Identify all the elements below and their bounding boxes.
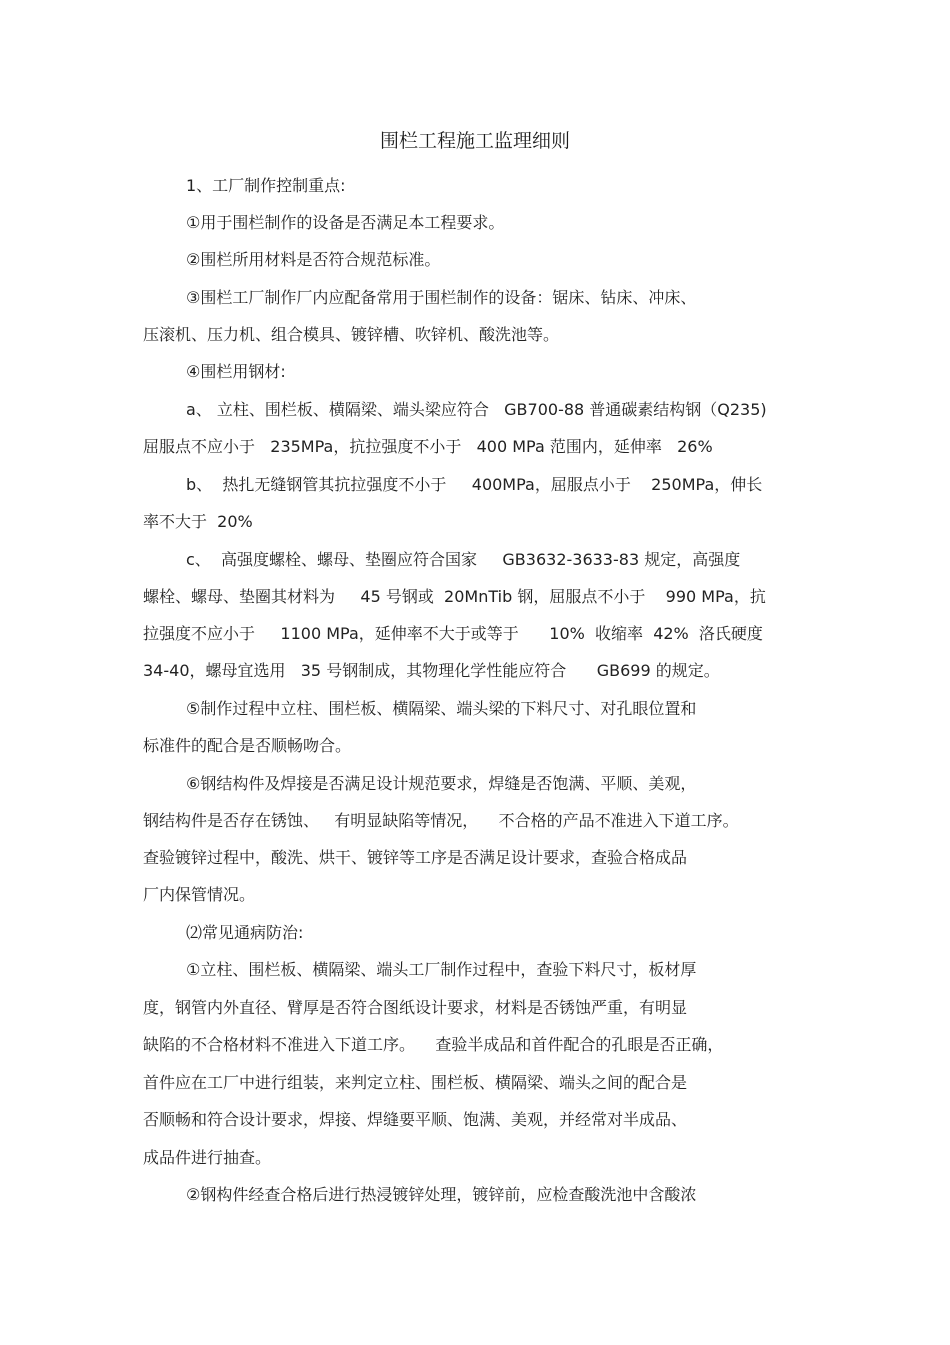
paragraph-line: 首件应在工厂中进行组装，来判定立柱、围栏板、横隔梁、端头之间的配合是 xyxy=(143,1073,688,1092)
paragraph-line: ②围栏所用材料是否符合规范标准。 xyxy=(186,250,441,269)
section-heading: ⑵常见通病防治: xyxy=(186,923,304,942)
paragraph-line: 厂内保管情况。 xyxy=(143,885,256,904)
paragraph-line: 屈服点不应小于 235MPa，抗拉强度不小于 400 MPa 范围内，延伸率 26% xyxy=(143,437,713,456)
paragraph-line: 螺栓、螺母、垫圈其材料为 45 号钢或 20MnTib 钢，屈服点不小于 990 MPa，抗 xyxy=(143,587,766,606)
paragraph-line: 成品件进行抽查。 xyxy=(143,1148,272,1167)
paragraph-line: b、 热扎无缝钢管其抗拉强度不小于 400MPa，屈服点小于 250MPa，伸长 xyxy=(186,475,763,494)
section-heading: 1、工厂制作控制重点: xyxy=(186,176,346,195)
paragraph-line: ③围栏工厂制作厂内应配备常用于围栏制作的设备：锯床、钻床、冲床、 xyxy=(186,288,697,307)
paragraph-line: 率不大于 20% xyxy=(143,512,253,531)
paragraph-line: ⑤制作过程中立柱、围栏板、横隔梁、端头梁的下料尺寸、对孔眼位置和 xyxy=(186,699,697,718)
paragraph-line: ⑥钢结构件及焊接是否满足设计规范要求，焊缝是否饱满、平顺、美观， xyxy=(186,774,697,793)
paragraph-line: ④围栏用钢材: xyxy=(186,362,286,381)
paragraph-line: ①用于围栏制作的设备是否满足本工程要求。 xyxy=(186,213,505,232)
paragraph-line: ②钢构件经查合格后进行热浸镀锌处理，镀锌前，应检查酸洗池中含酸浓 xyxy=(186,1185,697,1204)
paragraph-line: 否顺畅和符合设计要求，焊接、焊缝要平顺、饱满、美观，并经常对半成品、 xyxy=(143,1110,688,1129)
paragraph-line: 34-40，螺母宜选用 35 号钢制成，其物理化学性能应符合 GB699 的规定。 xyxy=(143,661,720,680)
paragraph-line: 缺陷的不合格材料不准进入下道工序。 查验半成品和首件配合的孔眼是否正确， xyxy=(143,1035,724,1054)
paragraph-line: 查验镀锌过程中，酸洗、烘干、镀锌等工序是否满足设计要求，查验合格成品 xyxy=(143,848,688,867)
paragraph-line: a、 立柱、围栏板、横隔梁、端头梁应符合 GB700-88 普通碳素结构钢（Q235) xyxy=(186,400,767,419)
paragraph-line: 标准件的配合是否顺畅吻合。 xyxy=(143,736,352,755)
paragraph-line: ①立柱、围栏板、横隔梁、端头工厂制作过程中，查验下料尺寸，板材厚 xyxy=(186,960,697,979)
paragraph-line: 钢结构件是否存在锈蚀、 有明显缺陷等情况， 不合格的产品不准进入下道工序。 xyxy=(143,811,739,830)
paragraph-line: 拉强度不应小于 1100 MPa，延伸率不大于或等于 10% 收缩率 42% 洛氏硬度 xyxy=(143,624,763,643)
paragraph-line: c、 高强度螺栓、螺母、垫圈应符合国家 GB3632-3633-83 规定，高强度 xyxy=(186,550,741,569)
paragraph-line: 压滚机、压力机、组合模具、镀锌槽、吹锌机、酸洗池等。 xyxy=(143,325,560,344)
paragraph-line: 度，钢管内外直径、臂厚是否符合图纸设计要求，材料是否锈蚀严重，有明显 xyxy=(143,998,688,1017)
document-title: 围栏工程施工监理细则 xyxy=(379,130,570,152)
